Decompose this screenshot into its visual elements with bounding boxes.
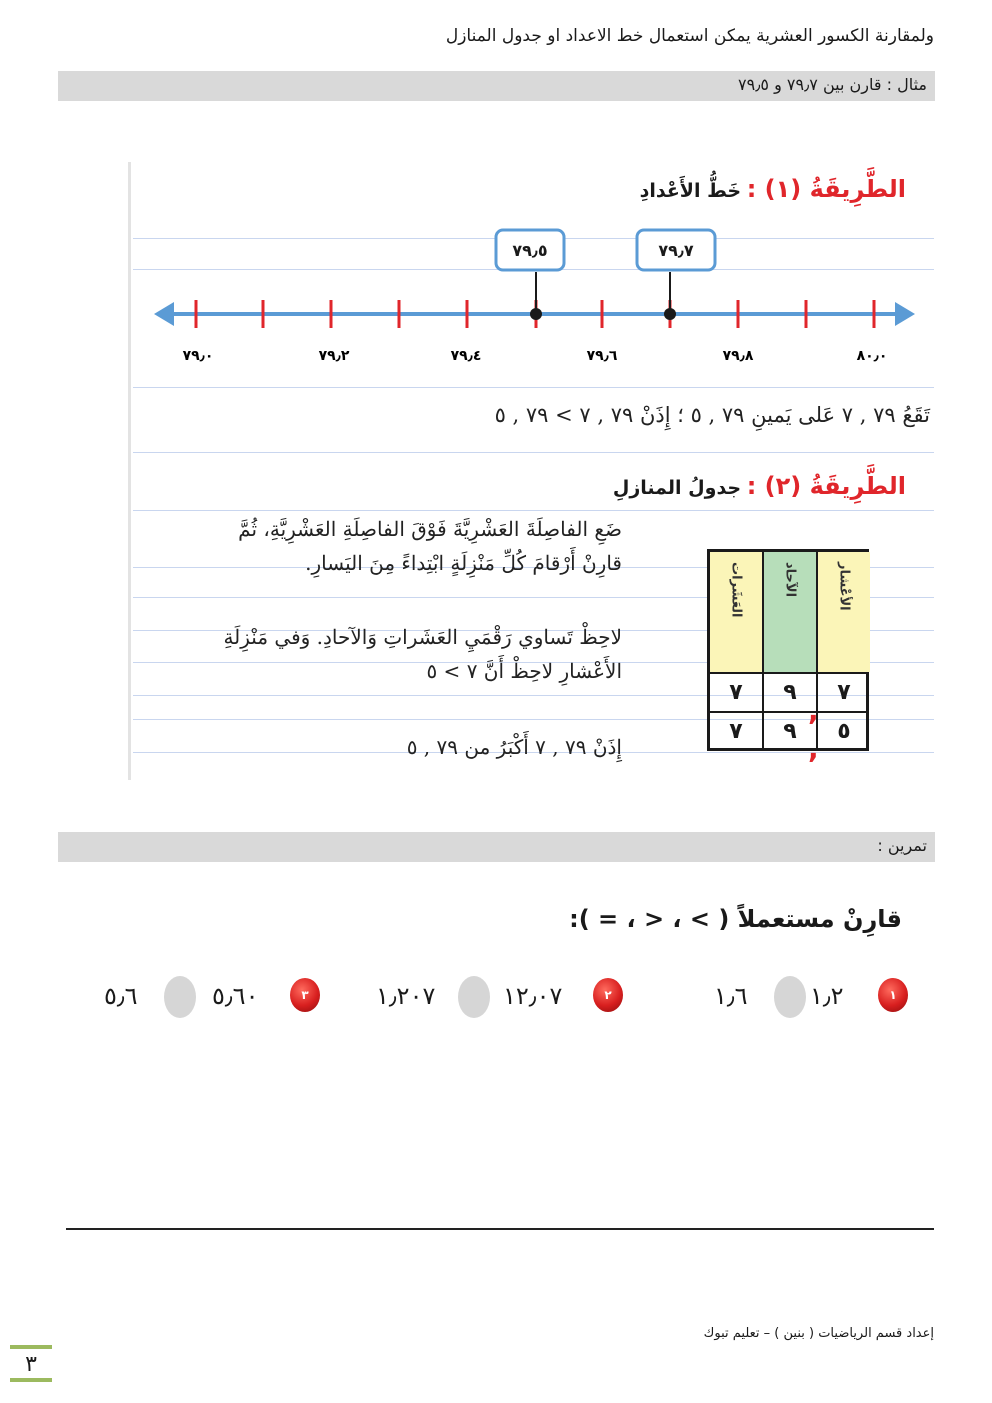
ruled-line — [133, 387, 934, 388]
table-cell: ٧ — [729, 719, 743, 744]
page-number-bar — [10, 1345, 52, 1349]
tick-label: ٧٩٫٢ — [318, 348, 350, 364]
exercise-value: ١٫٢ — [810, 982, 844, 1010]
column-header: الأعْشار — [836, 562, 852, 611]
method1-conclusion: تَقَعُ ٧٩ , ٧ عَلى يَمينِ ٧٩ , ٥ ؛ إِذَنْ ٧٩ , ٧ > ٧٩ , ٥ — [494, 403, 930, 427]
tick-label: ٧٩٫٦ — [586, 348, 618, 364]
table-cell: ٧ — [729, 680, 743, 705]
place-value-table — [707, 549, 869, 765]
exercise-badge: ٣ — [290, 978, 320, 1012]
callout-label: ٧٩٫٧ — [658, 241, 694, 260]
ruled-line — [133, 510, 934, 511]
paragraph-line: الأَعْشارِ لاحِظْ أَنَّ ٧ > ٥ — [426, 659, 622, 683]
method2-label: الطَّرِيقَةُ (٢) : — [746, 472, 906, 500]
paragraph-line: قارِنْ أَرْقامَ كُلِّ مَنْزِلَةٍ ابْتِداءً مِنَ اليَسارِ. — [305, 551, 622, 575]
paragraph-line: لاحِظْ تَساوي رَقْمَيِ العَشَراتِ وَالآحادِ. وَفي مَنْزِلَةِ — [223, 625, 622, 649]
exercise-value: ١٫٦ — [714, 982, 748, 1010]
footer-text: إعداد قسم الرياضيات ( بنين ) – تعليم تبوك — [703, 1326, 934, 1341]
table-cell: ٩ — [783, 680, 797, 705]
answer-oval[interactable] — [458, 976, 490, 1018]
column-ones — [764, 552, 818, 672]
decimal-comma: , — [808, 694, 819, 727]
tick-label: ٧٩٫٨ — [722, 348, 754, 364]
arrow-left-icon — [154, 302, 174, 326]
exercise-badge: ٢ — [593, 978, 623, 1012]
answer-oval[interactable] — [164, 976, 196, 1018]
column-header: العَشَرات — [728, 562, 744, 618]
method2-paragraph-1 — [122, 512, 622, 580]
answer-oval[interactable] — [774, 976, 806, 1018]
exercise-title: قارِنْ مستعملاً ( > ، < ، = ): — [569, 905, 902, 933]
page-number-bar — [10, 1378, 52, 1382]
page-number: ٣ — [25, 1352, 37, 1377]
exercise-bar — [58, 832, 935, 862]
exercise-value: ٥٫٦ — [104, 982, 138, 1010]
exercise-value: ١٫٢٠٧ — [376, 982, 436, 1010]
method1-name: خَطُّ الأَعْدادِ — [639, 180, 742, 202]
exercise-value: ٥٫٦٠ — [212, 982, 259, 1010]
exercise-bar-text: تمرين : — [877, 836, 927, 855]
ruled-line — [133, 452, 934, 453]
method2-title — [613, 472, 906, 500]
tick-label: ٨٠٫٠ — [856, 348, 888, 364]
method2-conclusion: إِذَنْ ٧٩ , ٧ أَكْبَرُ من ٧٩ , ٥ — [406, 735, 622, 759]
example-bar — [58, 71, 935, 101]
arrow-right-icon — [895, 302, 915, 326]
footer-divider — [66, 1228, 934, 1230]
number-line — [140, 220, 930, 370]
callout-label: ٧٩٫٥ — [512, 241, 548, 260]
column-tens — [710, 552, 764, 672]
paragraph-line: ضَعِ الفاصِلَةَ العَشْرِيَّةَ فَوْقَ الفاصِلَةِ العَشْرِيَّةِ، ثُمَّ — [238, 517, 622, 541]
method2-name: جدولُ المنازلِ — [612, 477, 742, 499]
example-text: مثال : قارن بين ٧٩٫٧ و ٧٩٫٥ — [738, 75, 927, 94]
method1-title — [640, 175, 906, 203]
decimal-comma: , — [808, 732, 819, 765]
method2-paragraph-2 — [122, 620, 622, 688]
table-cell: ٩ — [783, 719, 797, 744]
tick-label: ٧٩٫٠ — [182, 348, 214, 364]
table-cell: ٧ — [837, 680, 851, 705]
column-tenths — [818, 552, 870, 672]
table-cell: ٥ — [837, 719, 851, 744]
method1-label: الطَّرِيقَةُ (١) : — [746, 175, 906, 203]
tick-label: ٧٩٫٤ — [450, 348, 482, 364]
intro-text: ولمقارنة الكسور العشرية يمكن استعمال خط الاعداد او جدول المنازل — [445, 26, 934, 46]
column-header: الآحاد — [782, 562, 798, 598]
exercise-badge: ١ — [878, 978, 908, 1012]
exercise-value: ١٢٫٠٧ — [503, 982, 563, 1010]
